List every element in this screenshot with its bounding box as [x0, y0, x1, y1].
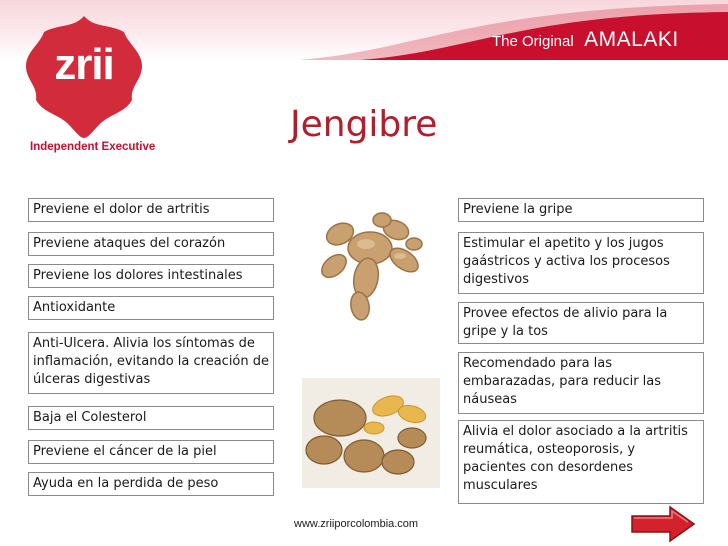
- zrii-logo: [24, 14, 144, 140]
- benefit-box-left-1: Previene el dolor de artritis: [28, 198, 274, 222]
- ginger-root-photo-2: [302, 378, 440, 488]
- benefit-box-left-6: Baja el Colesterol: [28, 406, 274, 430]
- benefit-box-right-4: Recomendado para las embarazadas, para reducir las náuseas: [458, 352, 704, 414]
- independent-executive-label: Independent Executive: [30, 141, 156, 153]
- benefit-box-left-5: Anti-Ulcera. Alivia los síntomas de inflamación, evitando la creación de úlceras digestivas: [28, 332, 274, 394]
- footer-url[interactable]: www.zriiporcolombia.com: [294, 518, 419, 530]
- benefit-box-left-8: Ayuda en la perdida de peso: [28, 472, 274, 496]
- ginger-root-photo-1: [300, 200, 440, 340]
- benefit-box-left-4: Antioxidante: [28, 296, 274, 320]
- benefit-box-right-1: Previene la gripe: [458, 198, 704, 222]
- benefit-box-right-5: Alivia el dolor asociado a la artritis reumática, osteoporosis, y pacientes con desordenes musculares: [458, 420, 704, 504]
- benefit-box-left-7: Previene el cáncer de la piel: [28, 440, 274, 464]
- benefit-box-left-2: Previene ataques del corazón: [28, 232, 274, 256]
- benefit-box-right-3: Provee efectos de alivio para la gripe y la tos: [458, 302, 704, 344]
- arrow-right-icon[interactable]: [630, 505, 696, 543]
- benefit-box-right-2: Estimular el apetito y los jugos gaástricos y activa los procesos digestivos: [458, 232, 704, 294]
- brand-tagline: [492, 28, 679, 52]
- page-title: Jengibre: [290, 104, 438, 145]
- brand-name: AMALAKI: [584, 28, 679, 51]
- benefit-box-left-3: Previene los dolores intestinales: [28, 264, 274, 288]
- brand-prefix: The Original: [492, 33, 574, 50]
- logo-wordmark: zrii: [54, 40, 114, 89]
